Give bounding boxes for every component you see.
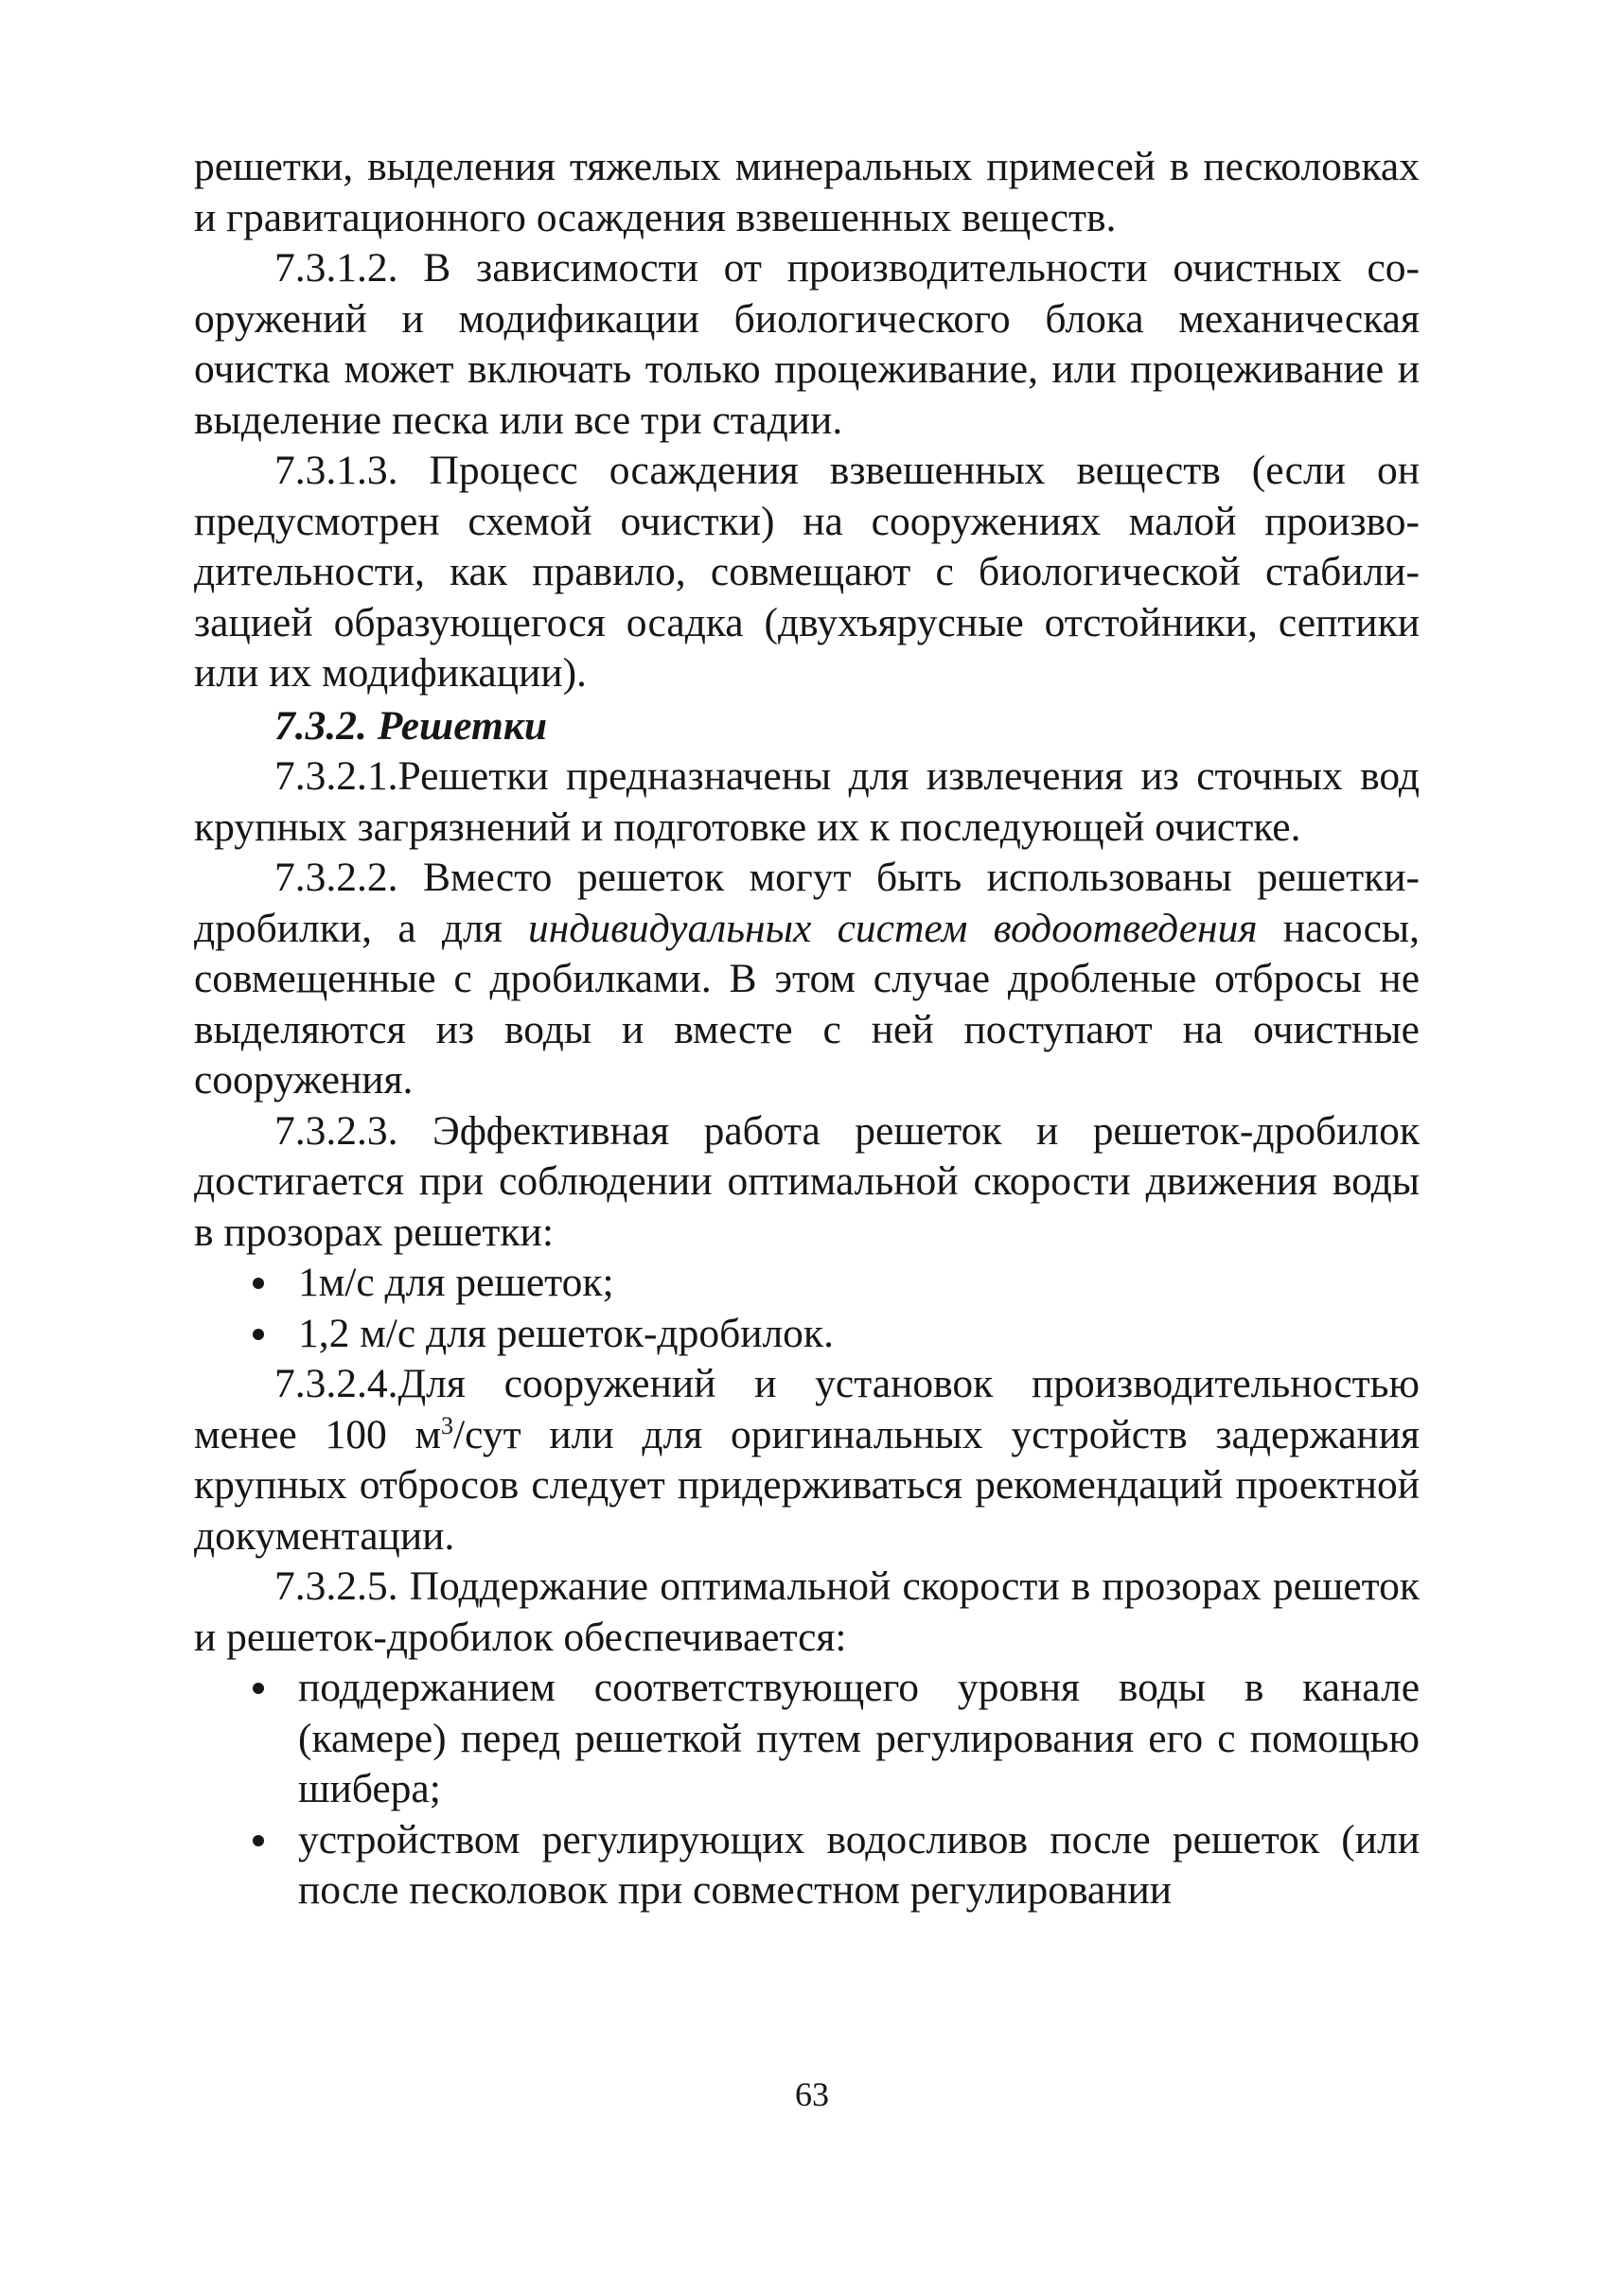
paragraph-7-3-2-3 <box>194 1106 1420 1259</box>
body-text <box>194 142 1420 1916</box>
clause-text: В зависимости от производительности очистных сооружений и модификации биологического блока механическая очистка может включать только процеживание, или процеживание и выделение песка или все три стадии. <box>194 245 1420 443</box>
clause-number: 7.3.2.4. <box>274 1361 398 1406</box>
clause-number: 7.3.2.3. <box>274 1107 398 1154</box>
speed-list <box>194 1258 1420 1359</box>
paragraph-7-3-2-5 <box>194 1562 1420 1663</box>
paragraph-continuation: решетки, выделения тяжелых минеральных примесей в песколовках и гравитационного осаждения взвешенных веществ. <box>194 144 1420 240</box>
paragraph-7-3-1-2 <box>194 243 1420 446</box>
clause-text: Поддержание оптимальной скорости в прозорах решеток и решеток-дробилок обеспечивается: <box>194 1563 1421 1660</box>
clause-text: /сут или для оригинальных устройств задержания крупных отбросов следует придерживаться рекомендаций проектной документации. <box>194 1411 1420 1559</box>
clause-number: 7.3.2.2. <box>274 855 398 900</box>
paragraph-7-3-2-1 <box>194 751 1420 853</box>
method-list <box>194 1663 1420 1916</box>
clause-text: Для сооружений и установок производительностью менее 100 м <box>194 1361 1420 1457</box>
list-item: поддержанием соответствующего уровня воды в канале (камере) перед решеткой путем регулирования его с помощью шибера; <box>249 1663 1420 1815</box>
superscript: 3 <box>441 1411 454 1439</box>
paragraph-7-3-2-4 <box>194 1359 1420 1562</box>
clause-number: 7.3.2.5. <box>274 1563 398 1609</box>
clause-number: 7.3.2.1. <box>274 753 398 799</box>
list-item: 1,2 м/с для решеток-дробилок. <box>249 1309 1420 1360</box>
clause-number: 7.3.1.3. <box>274 448 398 493</box>
clause-text: Эффективная работа решеток и решеток-дробилок достигается при соблюдении оптимальной скорости движения воды в прозорах решетки: <box>194 1107 1420 1255</box>
list-item: устройством регулирующих водосливов после решеток (или после песколовок при совместном регулировании <box>249 1815 1420 1916</box>
paragraph-7-3-1-3 <box>194 446 1420 699</box>
clause-text: насосы, совмещенные с дробилками. В этом случае дробленые отбросы не выделяются из воды и вместе с ней поступают на очистные сооружения. <box>194 905 1420 1103</box>
list-item: 1м/с для решеток; <box>249 1258 1420 1309</box>
page-number: 63 <box>795 2075 829 2113</box>
paragraph-7-3-2-2 <box>194 853 1420 1106</box>
clause-text: Вместо решеток могут быть использованы решетки-дробилки, а для <box>194 855 1420 951</box>
clause-text: Решетки предназначены для извлечения из сточных вод крупных загрязнений и подготовке их к последующей очистке. <box>194 753 1420 850</box>
clause-number: 7.3.1.2. <box>274 245 398 291</box>
italic-term: индивидуальных систем водоотведения <box>528 905 1258 951</box>
clause-text: Процесс осаждения взвешенных веществ (если он предусмотрен схемой очистки) на сооружениях малой производительности, как правило, совмещают с биологической стабилизацией образующегося осадка (двухъярусные отстойники, септики или их модификации). <box>194 448 1420 696</box>
section-heading: 7.3.2. Решетки <box>274 702 548 749</box>
